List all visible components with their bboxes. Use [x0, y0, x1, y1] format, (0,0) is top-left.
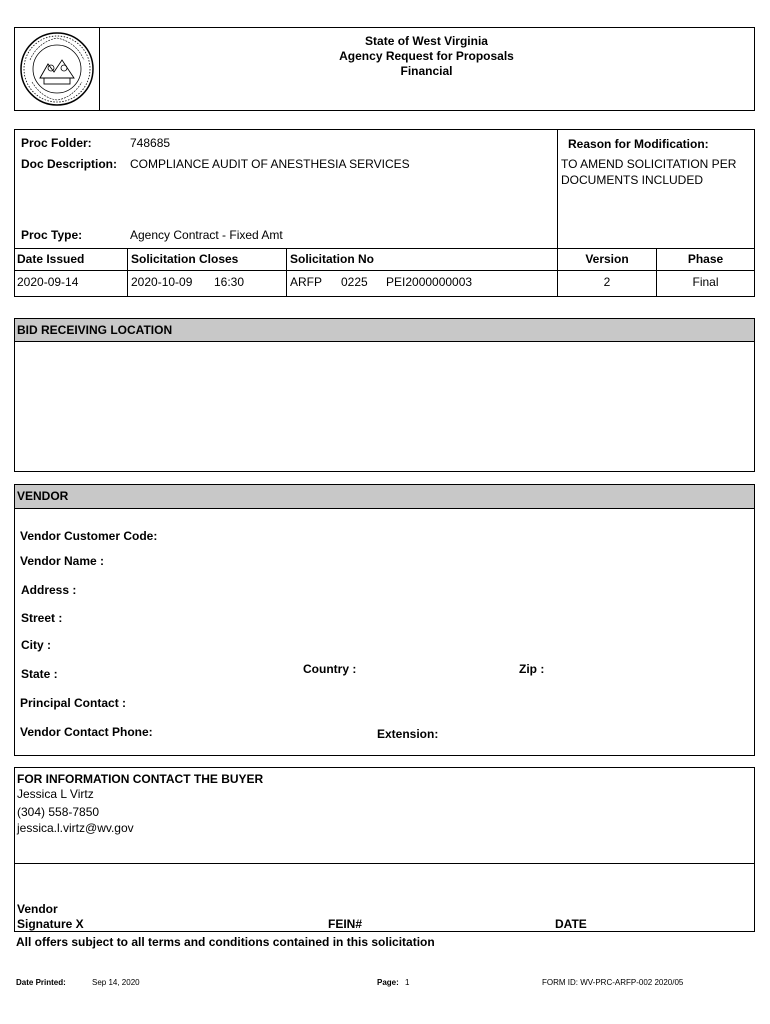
city-label: City : — [21, 638, 51, 652]
header-type: Financial — [400, 64, 453, 78]
proc-folder-value: 748685 — [130, 136, 171, 150]
sol-number-value: PEI2000000003 — [386, 275, 473, 289]
vendor-customer-code-label: Vendor Customer Code: — [20, 529, 158, 543]
state-seal-icon — [18, 30, 96, 108]
vendor-title: VENDOR — [15, 485, 754, 509]
header-box — [14, 27, 755, 111]
vendor-signature-line-2: Signature X — [17, 917, 84, 931]
extension-label: Extension: — [377, 727, 439, 741]
country-label: Country : — [303, 662, 357, 676]
proc-type-label: Proc Type: — [21, 228, 83, 242]
vendor-signature-line-1: Vendor — [17, 902, 58, 916]
date-label: DATE — [555, 917, 587, 931]
doc-description-label: Doc Description: — [21, 157, 118, 171]
page-label: Page: — [377, 978, 399, 987]
col-version: Version — [585, 252, 629, 266]
buyer-box — [14, 767, 755, 932]
header-title: State of West Virginia — [365, 34, 488, 48]
vendor-contact-phone-label: Vendor Contact Phone: — [20, 725, 153, 739]
bid-receiving-box — [14, 318, 755, 472]
buyer-title: FOR INFORMATION CONTACT THE BUYER — [17, 772, 264, 786]
reason-line-2: DOCUMENTS INCLUDED — [561, 173, 704, 187]
doc-description-value: COMPLIANCE AUDIT OF ANESTHESIA SERVICES — [130, 157, 410, 171]
proc-folder-label: Proc Folder: — [21, 136, 92, 150]
address-label: Address : — [21, 583, 77, 597]
zip-label: Zip : — [519, 662, 545, 676]
form-id: FORM ID: WV-PRC-ARFP-002 2020/05 — [542, 978, 684, 987]
sol-prefix-value: ARFP — [290, 275, 323, 289]
principal-contact-label: Principal Contact : — [20, 696, 127, 710]
closes-time-value: 16:30 — [214, 275, 245, 289]
reason-label: Reason for Modification: — [568, 137, 709, 151]
col-solicitation-closes: Solicitation Closes — [131, 252, 239, 266]
phase-value: Final — [692, 275, 719, 289]
date-printed-value: Sep 14, 2020 — [92, 978, 140, 987]
closes-date-value: 2020-10-09 — [131, 275, 193, 289]
vendor-name-label: Vendor Name : — [20, 554, 105, 568]
terms-text: All offers subject to all terms and conditions contained in this solicitation — [16, 935, 435, 949]
col-solicitation-no: Solicitation No — [290, 252, 374, 266]
bid-receiving-title: BID RECEIVING LOCATION — [15, 319, 754, 342]
info-box — [14, 129, 755, 297]
vendor-box — [14, 484, 755, 756]
state-label: State : — [21, 667, 58, 681]
buyer-name: Jessica L Virtz — [17, 787, 94, 801]
street-label: Street : — [21, 611, 63, 625]
sol-code-value: 0225 — [341, 275, 368, 289]
version-value: 2 — [603, 275, 611, 289]
col-phase: Phase — [687, 252, 724, 266]
page-value: 1 — [405, 978, 410, 987]
fein-label: FEIN# — [328, 917, 363, 931]
buyer-phone: (304) 558-7850 — [17, 805, 100, 819]
col-date-issued: Date Issued — [17, 252, 85, 266]
proc-type-value: Agency Contract - Fixed Amt — [130, 228, 283, 242]
date-printed-label: Date Printed: — [16, 978, 66, 987]
date-issued-value: 2020-09-14 — [17, 275, 79, 289]
header-subtitle: Agency Request for Proposals — [339, 49, 514, 63]
reason-line-1: TO AMEND SOLICITATION PER — [561, 157, 737, 171]
buyer-email: jessica.l.virtz@wv.gov — [17, 821, 134, 835]
